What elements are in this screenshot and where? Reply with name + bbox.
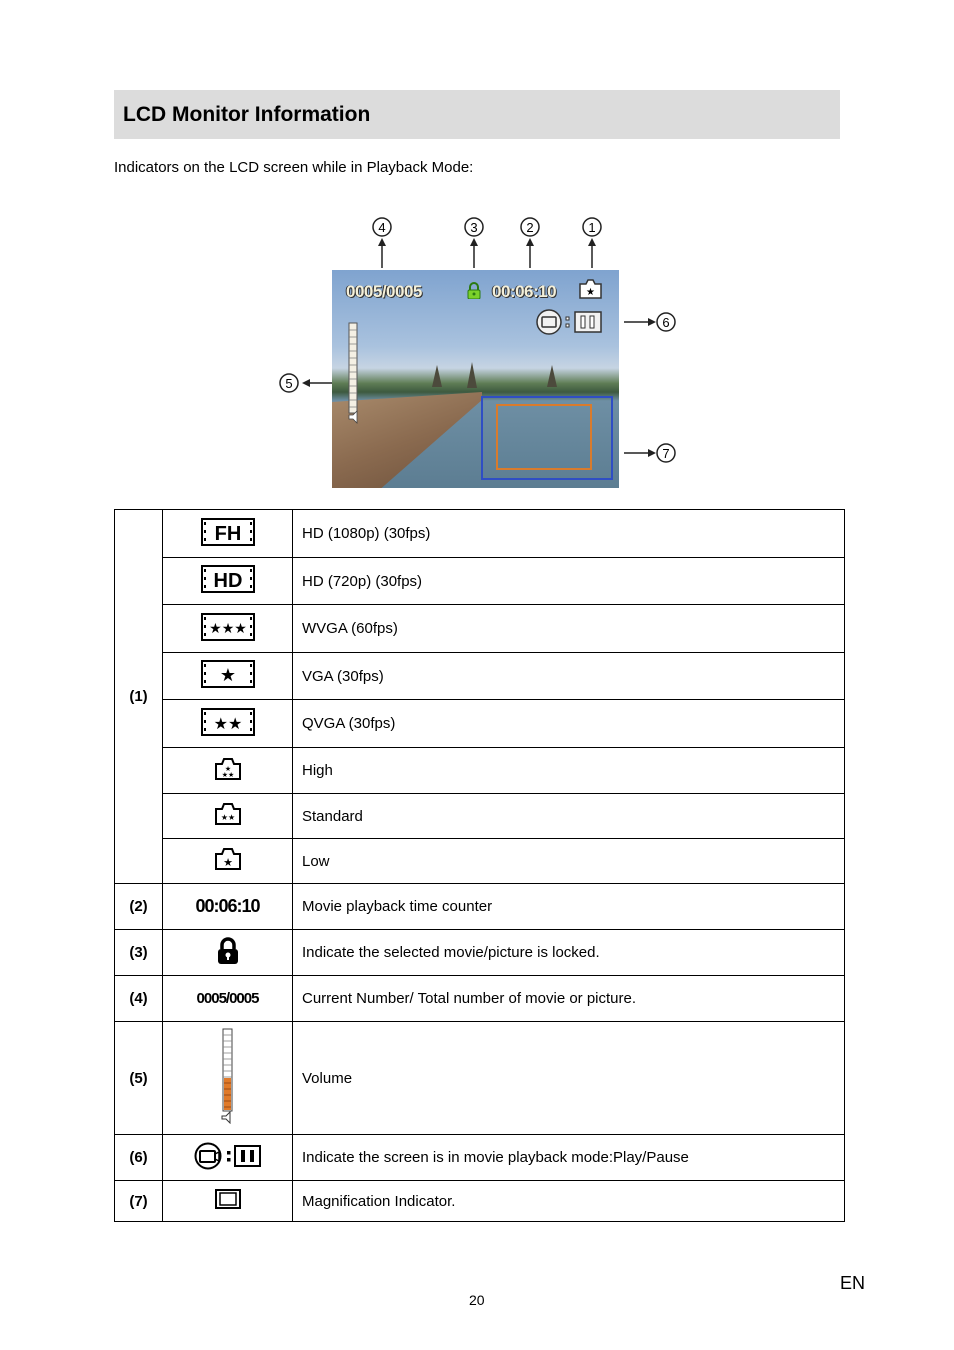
table-row [115,976,845,1022]
row-description: Standard [293,794,845,839]
row-description: Low [293,839,845,884]
callout-4-label: 4 [378,220,386,235]
section-header [114,90,840,139]
table-row [115,1135,845,1181]
osd-file-counter: 0005/0005 [346,282,422,301]
callout-7-icon [622,441,682,465]
fh-resolution-icon [201,518,255,546]
svg-text:6: 6 [662,315,670,330]
page-number: 20 [469,1292,485,1308]
wvga-three-star-icon [201,613,255,641]
row-description: HD (720p) (30fps) [293,558,845,605]
temple-shape [432,365,442,387]
svg-text:★★: ★★ [213,713,242,733]
table-row [115,748,845,794]
row-description: Indicate the selected movie/picture is locked. [293,930,845,976]
qvga-two-star-icon [201,708,255,736]
language-tag: EN [840,1273,866,1293]
svg-text:★★★: ★★★ [208,620,247,637]
row-number: (7) [115,1181,163,1222]
lcd-screen-photo [332,270,619,488]
row-number: (4) [115,976,163,1022]
camera-low-icon [214,847,242,871]
svg-text:HD: HD [213,570,242,592]
magnification-icon [215,1189,241,1209]
svg-text:★: ★ [586,287,595,298]
osd-magnification-inner [496,404,592,470]
table-row [115,700,845,748]
table-row [115,1181,845,1222]
callout-5-icon [278,371,334,395]
row-description: HD (1080p) (30fps) [293,510,845,558]
row-description: Indicate the screen is in movie playback mode:Play/Pause [293,1135,845,1181]
lock-icon [216,937,240,965]
indicator-table [114,509,845,1222]
row-description: High [293,748,845,794]
row-description: Movie playback time counter [293,884,845,930]
temple-shape [467,362,477,388]
time-counter-icon: 00:06:10 [195,896,260,916]
table-row [115,510,845,558]
row-description: Magnification Indicator. [293,1181,845,1222]
intro-text: Indicators on the LCD screen while in Playback Mode: [114,159,474,176]
vga-one-star-icon [201,660,255,688]
row-number: (6) [115,1135,163,1181]
file-counter-icon: 0005/0005 [196,990,259,1007]
table-row [115,794,845,839]
table-row [115,558,845,605]
playback-mode-icon [194,1141,262,1171]
table-row [115,653,845,700]
callout-6-icon [622,310,682,334]
osd-volume-icon [348,322,360,424]
hd-resolution-icon [201,565,255,593]
row-number: (2) [115,884,163,930]
svg-text:FH: FH [214,522,241,545]
svg-text:3: 3 [470,220,478,235]
svg-text:2: 2 [526,220,534,235]
row-number: (1) [115,510,163,884]
svg-text:1: 1 [588,220,596,235]
camera-standard-icon [214,802,242,826]
table-row [115,930,845,976]
svg-text:★★: ★★ [221,770,234,779]
svg-text:★: ★ [224,764,231,773]
osd-camera-icon [578,278,603,300]
callout-3-icon [462,216,486,272]
svg-text:7: 7 [662,446,670,461]
svg-text:5: 5 [285,376,293,391]
osd-playback-mode-icon [535,308,603,336]
callout-1-icon [580,216,604,272]
section-title: LCD Monitor Information [123,102,371,126]
callout-4-icon [370,216,394,272]
lcd-figure [270,210,690,495]
table-row [115,605,845,653]
svg-text:★: ★ [222,856,233,869]
row-number: (3) [115,930,163,976]
temple-shape [547,365,557,387]
svg-text:★★: ★★ [220,813,235,822]
row-description: QVGA (30fps) [293,700,845,748]
table-row [115,884,845,930]
volume-bar-icon [221,1028,235,1124]
callout-2-icon [518,216,542,272]
row-number: (5) [115,1022,163,1135]
svg-text:★: ★ [219,665,236,686]
row-description: Volume [293,1022,845,1135]
camera-high-icon [214,757,242,781]
osd-time-counter: 00:06:10 [492,282,557,301]
table-row [115,839,845,884]
row-description: WVGA (60fps) [293,605,845,653]
osd-lock-icon [466,282,482,299]
row-description: VGA (30fps) [293,653,845,700]
table-row [115,1022,845,1135]
row-description: Current Number/ Total number of movie or picture. [293,976,845,1022]
